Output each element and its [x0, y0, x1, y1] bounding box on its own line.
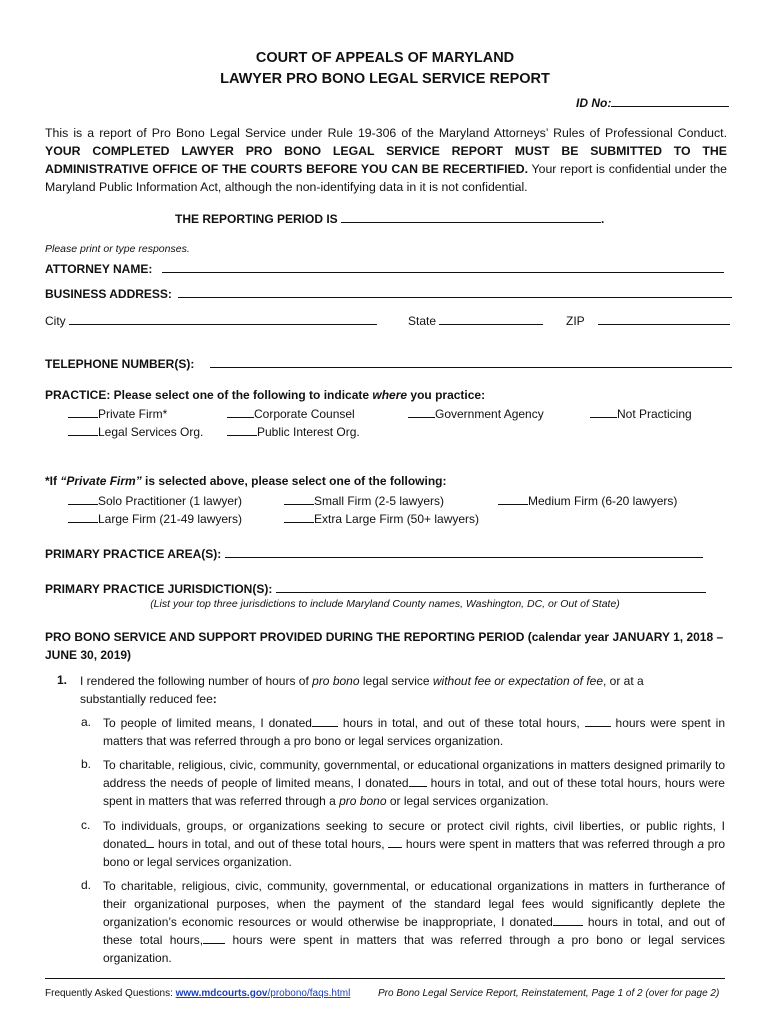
zip-label: ZIP: [566, 314, 585, 328]
firm-option-small[interactable]: [284, 493, 444, 508]
practice-heading: [45, 388, 485, 402]
intro-confidentiality: Your report is confidential under the Maryland Public Information Act, although the non-identifying data in it is not confidential.: [45, 162, 727, 194]
city-field[interactable]: [45, 312, 377, 328]
footer-faq-link-path[interactable]: /probono/faqs.html: [267, 988, 351, 999]
item-b-hours-total[interactable]: [409, 775, 427, 787]
option-label: Large Firm (21-49 lawyers): [98, 512, 243, 526]
item-1-em: pro bono: [312, 674, 360, 688]
item-a-label: a.: [81, 715, 92, 729]
practice-option-private-firm[interactable]: [68, 406, 167, 421]
item-d-hours-referred[interactable]: [203, 932, 225, 944]
form-title: COURT OF APPEALS OF MARYLAND: [255, 50, 515, 66]
practice-heading-end: you practice:: [407, 388, 486, 402]
firm-option-large[interactable]: [68, 511, 242, 526]
checkline[interactable]: [284, 511, 314, 523]
city-label: City: [45, 314, 66, 328]
footer-faq-link-domain[interactable]: www.mdcourts.gov: [175, 988, 268, 999]
checkline[interactable]: [284, 493, 314, 505]
option-label: Medium Firm (6-20 lawyers): [528, 494, 678, 508]
item-1-part: legal service: [359, 674, 433, 688]
checkline[interactable]: [590, 406, 617, 418]
item-a-hours-total[interactable]: [312, 715, 338, 727]
item-c-text: [103, 817, 725, 871]
item-c-hours-referred[interactable]: [388, 836, 402, 848]
item-c-part: To individuals, groups, or organizations seeking to secure or protect civil rights, civil liberties, or public rights, I donated: [103, 819, 725, 851]
item-d-part: hours in total, and out of these total hours,: [103, 915, 725, 947]
footer-divider: [45, 978, 725, 979]
checkline[interactable]: [408, 406, 435, 418]
firm-heading-text: *If: [45, 474, 61, 488]
checkline[interactable]: [68, 493, 98, 505]
item-d-hours-total[interactable]: [553, 914, 583, 926]
item-a-part: hours in total, and out of these total hours,: [337, 716, 585, 730]
item-a-part: hours were spent in matters that was referred through a pro bono or legal services organization.: [103, 716, 725, 748]
reporting-period-label: THE REPORTING PERIOD IS: [175, 212, 338, 226]
instructions: Please print or type responses.: [45, 243, 190, 255]
option-label: Government Agency: [435, 407, 544, 421]
item-b-label: b.: [81, 757, 92, 771]
item-c-part: hours were spent in matters that was referred through: [402, 837, 698, 851]
checkline[interactable]: [68, 424, 98, 436]
item-c-label: c.: [81, 818, 91, 832]
item-a-hours-referred[interactable]: [585, 715, 611, 727]
checkline[interactable]: [227, 406, 254, 418]
option-label: Legal Services Org.: [98, 425, 204, 439]
item-1-number: 1.: [57, 673, 68, 687]
attorney-name-field[interactable]: [45, 260, 724, 276]
item-1-colon: :: [212, 692, 217, 706]
business-address-field[interactable]: [45, 285, 732, 301]
attorney-name-label: ATTORNEY NAME:: [45, 262, 153, 276]
item-d-text: [103, 877, 725, 967]
item-a-part: To people of limited means, I donated: [103, 716, 312, 730]
telephone-label: TELEPHONE NUMBER(S):: [45, 357, 195, 371]
jurisdiction-field[interactable]: [45, 580, 706, 596]
option-label: Small Firm (2-5 lawyers): [314, 494, 445, 508]
intro-warning: YOUR COMPLETED LAWYER PRO BONO LEGAL SERVICE REPORT MUST BE SUBMITTED TO THE ADMINISTRATIVE OFFICE OF THE COURTS BEFORE YOU CAN BE RECERTIFIED.: [45, 144, 727, 176]
id-number-field[interactable]: [576, 94, 729, 110]
jurisdiction-label: PRIMARY PRACTICE JURISDICTION(S):: [45, 582, 273, 596]
reporting-period-end: .: [601, 212, 605, 226]
checkline[interactable]: [68, 511, 98, 523]
item-c-em: a: [697, 837, 705, 851]
state-field[interactable]: [408, 312, 543, 328]
id-number-label: ID No:: [576, 96, 612, 110]
option-label: Public Interest Org.: [257, 425, 360, 439]
service-heading: PRO BONO SERVICE AND SUPPORT PROVIDED DURING THE REPORTING PERIOD (calendar year JANUARY 1, 2018 – JUNE 30, 2019): [45, 630, 724, 662]
attorney-name-line[interactable]: [162, 260, 724, 273]
item-c-part: hours in total, and out of these total hours,: [154, 837, 389, 851]
state-label: State: [408, 314, 437, 328]
item-1-part: , or at a substantially reduced fee: [80, 674, 644, 706]
item-d-label: d.: [81, 878, 92, 892]
id-number-line[interactable]: [611, 94, 729, 107]
state-line[interactable]: [439, 312, 543, 325]
practice-option-not-practicing[interactable]: [590, 406, 692, 421]
city-line[interactable]: [69, 312, 377, 325]
option-label: Private Firm*: [98, 407, 168, 421]
item-b-text: [103, 756, 725, 810]
item-b-part: or legal services organization.: [386, 794, 549, 808]
item-b-em: pro bono: [339, 794, 387, 808]
option-label: Not Practicing: [617, 407, 692, 421]
practice-option-corporate-counsel[interactable]: [227, 406, 355, 421]
practice-area-line[interactable]: [225, 545, 703, 558]
item-c-part: pro bono or legal services organization.: [103, 837, 725, 869]
option-label: Solo Practitioner (1 lawyer): [98, 494, 243, 508]
reporting-period[interactable]: [175, 210, 604, 226]
item-d-part: To charitable, religious, civic, community, governmental, or educational organizations in matters in furtherance of their organizational purposes, when the payment of the standard legal fees would significantly deplete the organization’s economic resources or would otherwise be inappropriate, I donated: [103, 879, 725, 929]
option-label: Corporate Counsel: [254, 407, 355, 421]
practice-heading-text: PRACTICE: Please select one of the following to indicate: [45, 388, 373, 402]
intro-text: This is a report of Pro Bono Legal Service under Rule 19-306 of the Maryland Attorneys’ Rules of Professional Conduct.: [45, 126, 727, 140]
firm-heading-end: is selected above, please select one of the following:: [141, 474, 447, 488]
item-1-em: without fee or expectation of fee: [432, 674, 603, 688]
item-b-part: To charitable, religious, civic, community, governmental, or educational organizations in matters designed primarily to address the needs of people of limited means, I donated: [103, 758, 725, 790]
business-address-label: BUSINESS ADDRESS:: [45, 287, 172, 301]
footer-page-note: Pro Bono Legal Service Report, Reinstatement, Page 1 of 2 (over for page 2): [378, 988, 720, 999]
jurisdiction-note: (List your top three jurisdictions to include Maryland County names, Washington, DC, or Out of State): [150, 598, 620, 610]
footer-faq: [45, 988, 350, 999]
practice-heading-emphasis: where: [372, 388, 408, 402]
practice-option-government-agency[interactable]: [408, 406, 544, 421]
checkline[interactable]: [498, 493, 528, 505]
intro-paragraph: [45, 124, 727, 196]
footer-faq-label: Frequently Asked Questions:: [45, 988, 176, 999]
item-1-part: I rendered the following number of hours of: [80, 674, 313, 688]
practice-option-public-interest[interactable]: [227, 424, 360, 439]
jurisdiction-line[interactable]: [276, 580, 706, 593]
item-d-part: hours were spent in matters that was referred through a pro bono or legal services organization.: [103, 933, 725, 965]
zip-field[interactable]: [566, 312, 730, 328]
practice-area-label: PRIMARY PRACTICE AREA(S):: [45, 547, 222, 561]
practice-option-legal-services[interactable]: [68, 424, 203, 439]
option-label: Extra Large Firm (50+ lawyers): [314, 512, 480, 526]
practice-area-field[interactable]: [45, 545, 703, 561]
reporting-period-line[interactable]: [341, 210, 601, 223]
firm-option-extra-large[interactable]: [284, 511, 479, 526]
form-subtitle: LAWYER PRO BONO LEGAL SERVICE REPORT: [220, 71, 550, 87]
checkline[interactable]: [227, 424, 257, 436]
telephone-field[interactable]: [45, 355, 732, 371]
firm-option-solo[interactable]: [68, 493, 242, 508]
item-a-text: [103, 714, 725, 750]
firm-heading-emphasis: “Private Firm”: [60, 474, 142, 488]
checkline[interactable]: [68, 406, 98, 418]
item-1-text: [80, 672, 700, 708]
item-b-part: hours in total, and out of these total hours, hours were spent in matters that was referred through a: [103, 776, 725, 808]
telephone-line[interactable]: [210, 355, 732, 368]
zip-line[interactable]: [598, 312, 730, 325]
business-address-line[interactable]: [178, 285, 732, 298]
firm-option-medium[interactable]: [498, 493, 677, 508]
firm-size-heading: [45, 474, 446, 488]
